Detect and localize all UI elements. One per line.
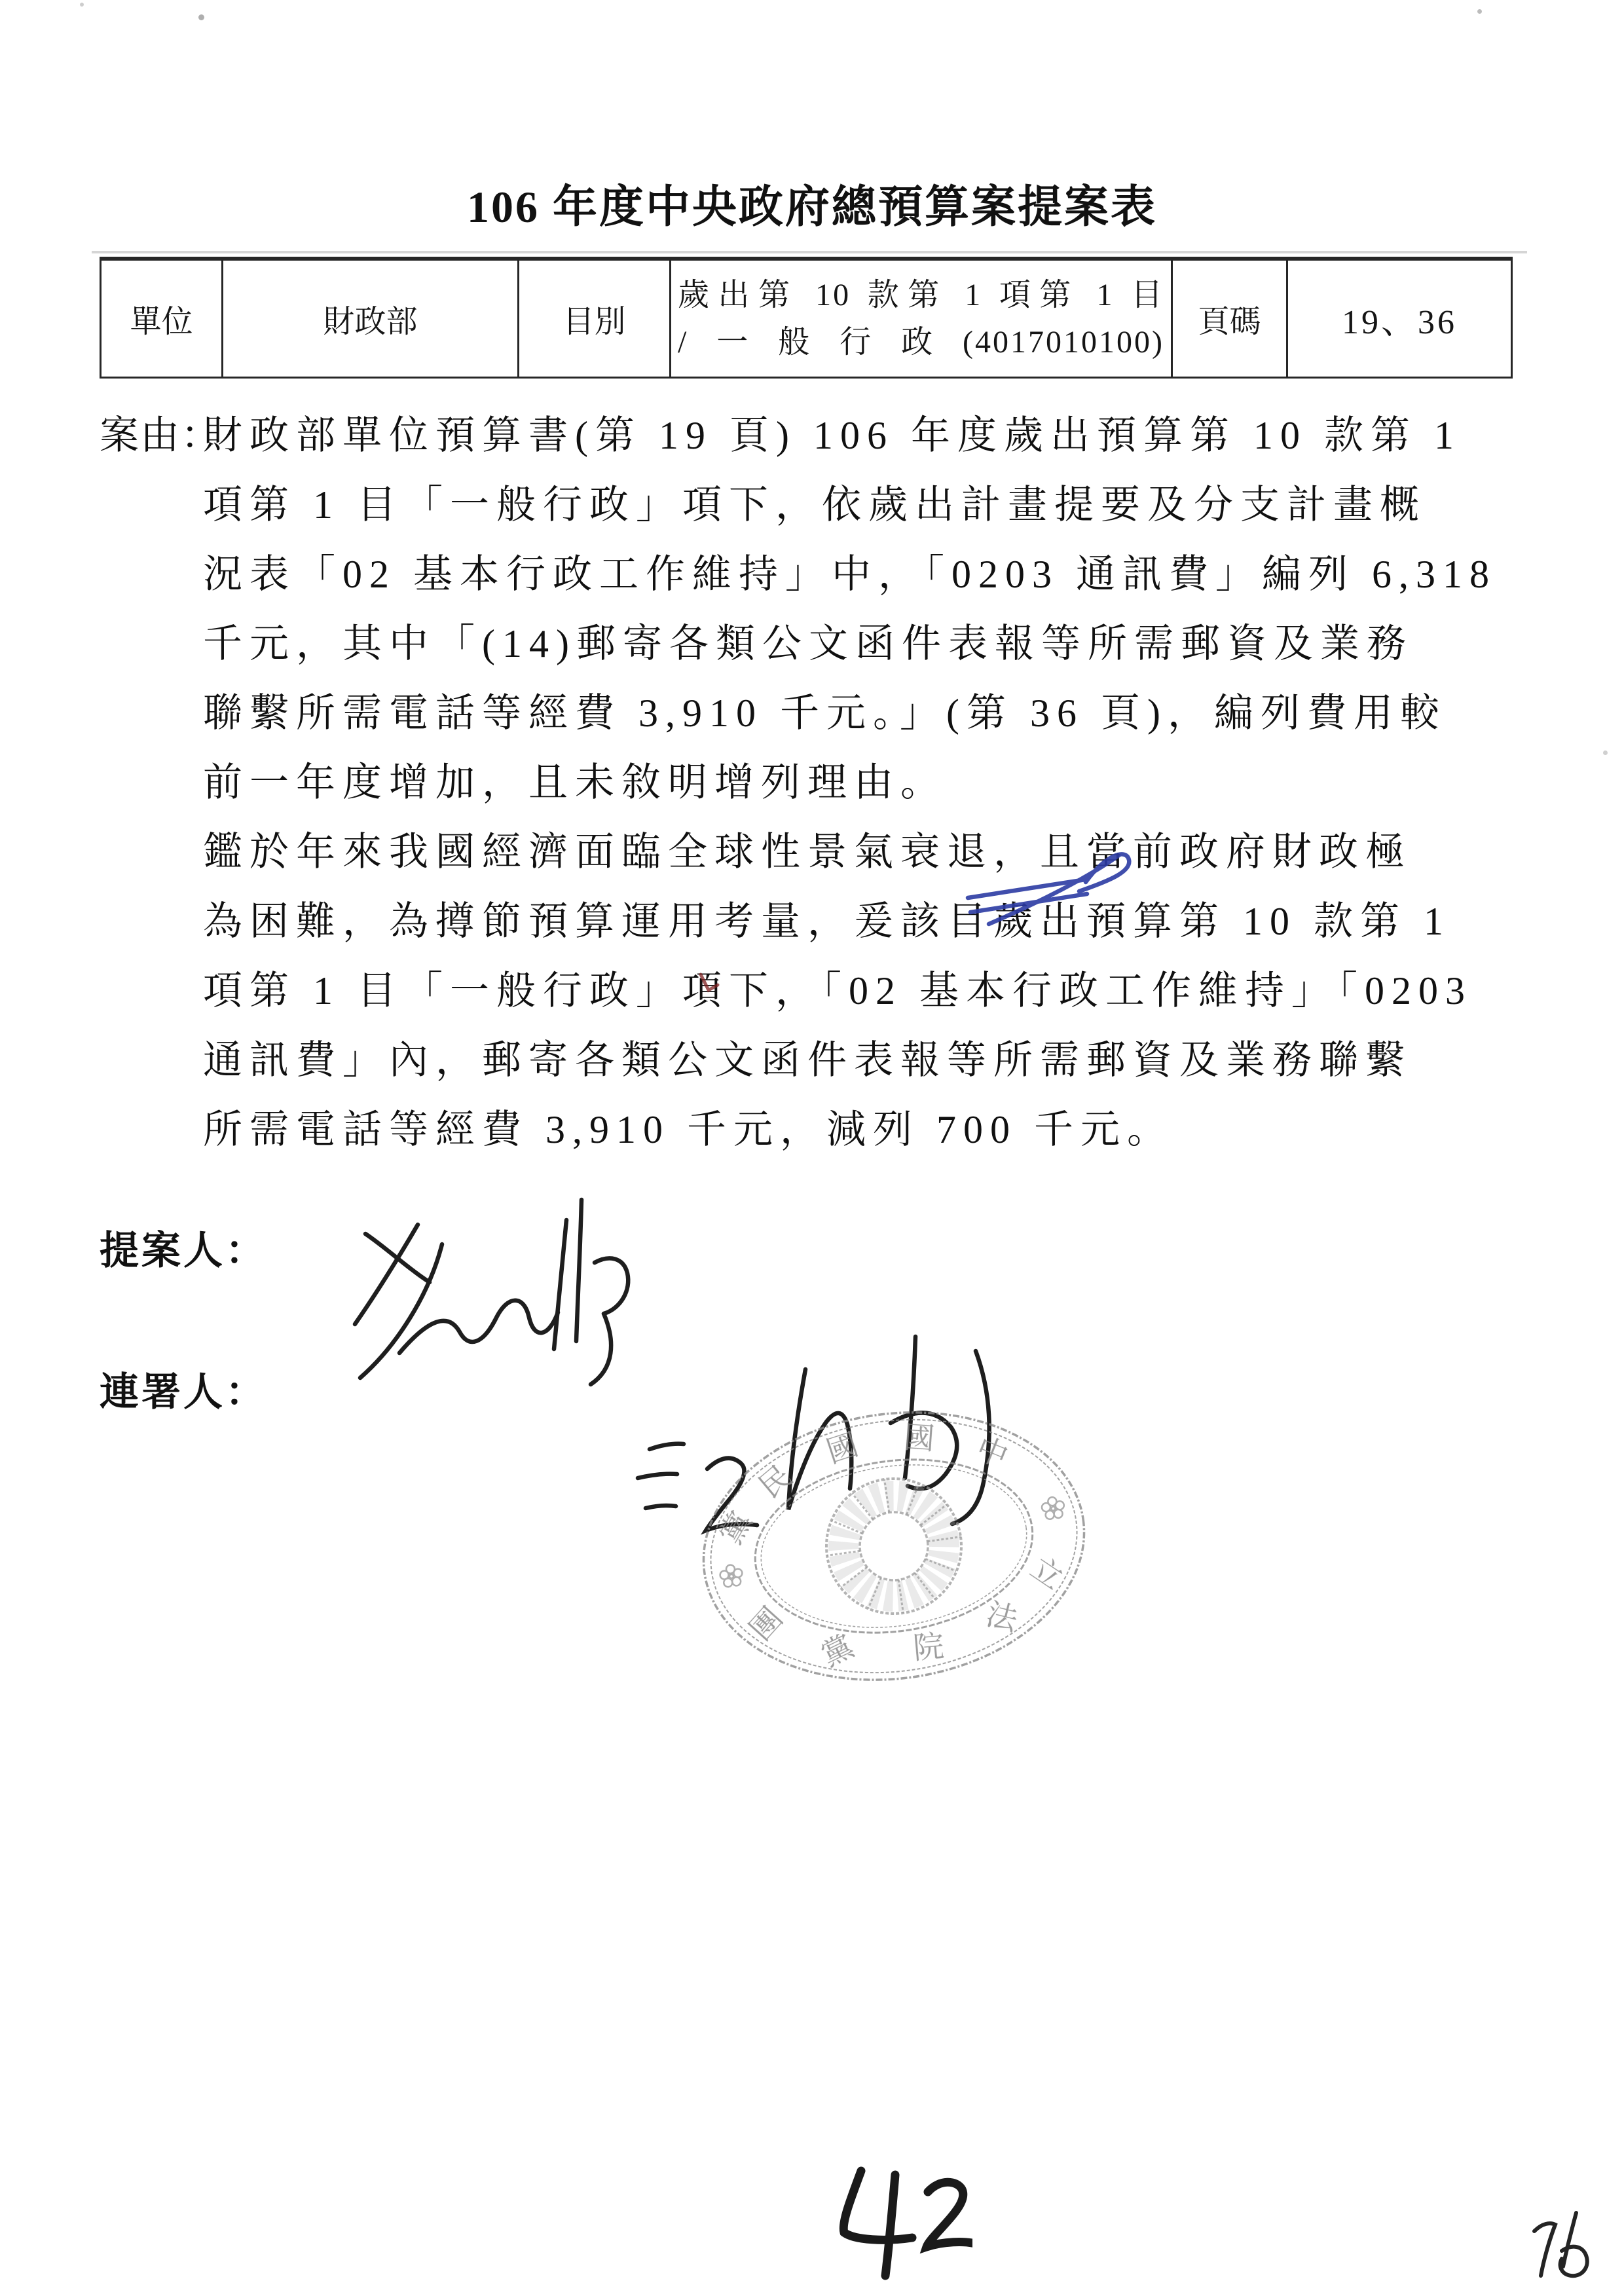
case-line-text: 財政部單位預算書(第 19 頁) 106 年度歲出預算第 10 款第 1 [203, 414, 1461, 457]
scan-speck [1603, 750, 1608, 755]
stamp-char: 民 [752, 1459, 799, 1506]
caucus-stamp [691, 1398, 1097, 1699]
header-info-table [100, 257, 1513, 379]
case-label: 案由： [100, 414, 221, 457]
page-ref-label: 頁碼 [1173, 261, 1288, 377]
stamp-char: 院 [912, 1629, 946, 1667]
case-line-9: 項第 1 目「一般行政」項下，「02 基本行政工作維持」「0203 [203, 969, 1472, 1012]
stamp-char: 黨 [816, 1629, 860, 1674]
page-title: 106 年度中央政府總預算案提案表 [466, 182, 1157, 232]
party-sun-emblem [818, 1470, 970, 1623]
stamp-char: 國 [822, 1428, 862, 1470]
case-line-8: 為困難，為撙節預算運用考量，爰該目歲出預算第 10 款第 1 [203, 900, 1450, 943]
stamp-char: 團 [743, 1601, 790, 1648]
cosigner-label: 連署人： [100, 1371, 267, 1414]
case-line-5: 聯繫所需電話等經費 3,910 千元。」(第 36 頁)，編列費用較 [203, 692, 1447, 735]
stamp-char: 法 [982, 1597, 1021, 1639]
case-section [100, 401, 1540, 1164]
case-line-6: 前一年度增加，且未敘明增列理由。 [203, 761, 947, 804]
stamp-char: 中 [971, 1431, 1013, 1475]
case-line-2: 項第 1 目「一般行政」項下，依歲出計畫提要及分支計畫概 [203, 483, 1426, 527]
category-value-line1: 歲出第 10 款第 1 項第 1 目 [678, 277, 1164, 312]
stamp-char: 立 [1024, 1551, 1069, 1597]
corner-note [1516, 2204, 1595, 2279]
proposer-label: 提案人： [100, 1229, 267, 1272]
page-ref-value: 19、36 [1341, 304, 1457, 341]
unit-label: 單位 [101, 261, 223, 377]
case-line-1 [100, 401, 1540, 470]
category-label: 目別 [519, 261, 671, 377]
case-line-11: 所需電話等經費 3,910 千元，減列 700 千元。 [203, 1108, 1173, 1151]
category-value [671, 261, 1173, 377]
category-value-line2: /一般行政(4017010100) [678, 324, 1164, 360]
scan-speck [1477, 9, 1482, 14]
case-line-7: 鑑於年來我國經濟面臨全球性景氣衰退，且當前政府財政極 [203, 830, 1412, 874]
handwritten-page-number [809, 2151, 972, 2282]
stamp-char: 黨 [714, 1506, 760, 1550]
case-line-3: 況表「02 基本行政工作維持」中，「0203 通訊費」編列 6,318 [203, 553, 1496, 596]
scan-speck [198, 14, 204, 20]
case-line-4: 千元，其中「(14)郵寄各類公文函件表報等所需郵資及業務 [203, 622, 1413, 665]
case-line-10: 通訊費」內，郵寄各類公文函件表報等所需郵資及業務聯繫 [203, 1039, 1412, 1082]
scan-speck [80, 3, 84, 7]
table-top-shadow [92, 251, 1527, 253]
stamp-char: 國 [902, 1420, 936, 1457]
blue-correction-mark [948, 842, 1151, 943]
red-tick-mark [694, 969, 723, 998]
unit-value: 財政部 [223, 261, 519, 377]
